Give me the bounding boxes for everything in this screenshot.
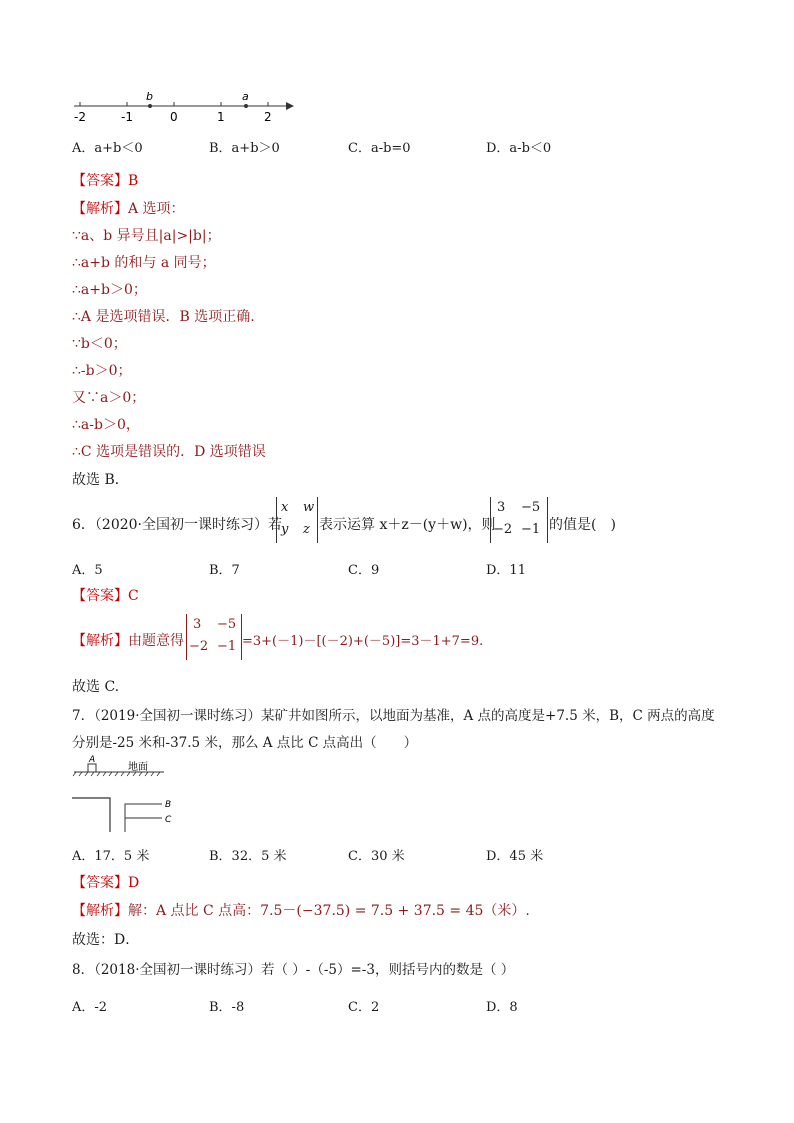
q5-option-a[interactable]: A．a+b＜0 [72, 141, 143, 156]
q6-option-d[interactable]: D．11 [486, 563, 526, 578]
tick-label: 0 [170, 110, 178, 124]
matrix-cell: −2 [189, 639, 209, 654]
analysis-text: 解：A 点比 C 点高：7.5－(−37.5) = 7.5 + 37.5 = 45（米）. [128, 903, 530, 919]
q5-answer [72, 170, 138, 190]
q6-matrix-letters [276, 497, 318, 543]
q8-option-a[interactable]: A．-2 [72, 1000, 108, 1015]
tick-label: -1 [121, 110, 133, 124]
matrix-cell: −2 [493, 522, 513, 537]
q7-conclusion: 故选：D． [72, 932, 140, 948]
q7-option-c[interactable]: C．30 米 [348, 849, 405, 864]
answer-tag: 【答案】 [72, 173, 128, 189]
answer-value: C [128, 588, 139, 604]
q7-option-b[interactable]: B．32．5 米 [209, 849, 287, 864]
point-a-label: a [242, 90, 249, 103]
q7-analysis [72, 900, 530, 920]
q5-conclusion: 故选 B． [72, 472, 129, 488]
q6-analysis-matrix [186, 614, 242, 660]
q6-stem-post: 的值是( ) [549, 517, 616, 533]
q6-stem-mid: 表示运算 x＋z－(y＋w)，则 [319, 517, 496, 533]
analysis-line: ∴a-b＞0， [72, 417, 140, 433]
tick-label: 2 [264, 110, 272, 124]
analysis-line: ∵b＜0； [72, 336, 127, 352]
analysis-tag: 【解析】 [72, 903, 128, 919]
q6-stem-pre: 6．（2020·全国初一课时练习）若 [72, 517, 282, 533]
analysis-line: ∴A 是选项错误．B 选项正确. [72, 309, 255, 325]
q8-stem: 8．（2018·全国初一课时练习）若（ ）-（-5）=-3，则括号内的数是（ ） [72, 962, 515, 978]
analysis-text: 由题意得 [128, 633, 184, 649]
q6-analysis-post: =3+(－1)－[(－2)+(－5)]=3－1+7=9. [242, 634, 484, 649]
q5-option-b[interactable]: B．a+b＞0 [209, 141, 280, 156]
mine-shaft-figure [70, 754, 190, 836]
q7-stem-line2: 分别是-25 米和-37.5 米，那么 A 点比 C 点高出（ ） [72, 735, 418, 751]
q7-option-a[interactable]: A．17．5 米 [72, 849, 150, 864]
q6-option-a[interactable]: A．5 [72, 563, 103, 578]
tick-label: 1 [217, 110, 225, 124]
q7-option-d[interactable]: D．45 米 [486, 849, 544, 864]
analysis-line: A 选项： [128, 201, 185, 217]
q5-option-d[interactable]: D．a-b＜0 [486, 141, 552, 156]
matrix-cell: −1 [217, 639, 237, 654]
matrix-cell: 3 [193, 617, 202, 632]
q8-option-b[interactable]: B．-8 [209, 1000, 245, 1015]
number-line-figure [60, 90, 300, 124]
answer-tag: 【答案】 [72, 875, 128, 891]
point-b-label: b [146, 90, 153, 103]
q7-stem-line1: 7．（2019·全国初一课时练习）某矿井如图所示，以地面为基准，A 点的高度是+7.5 米，B，C 两点的高度 [72, 708, 715, 724]
analysis-line: ∵a、b 异号且|a|>|b|； [72, 228, 221, 244]
q8-option-d[interactable]: D．8 [486, 1000, 518, 1015]
analysis-line: ∴a+b＞0； [72, 282, 147, 298]
matrix-cell: x [281, 500, 289, 515]
analysis-tag: 【解析】 [72, 201, 128, 217]
matrix-cell: z [303, 522, 310, 537]
analysis-line: ∴-b＞0； [72, 363, 132, 379]
q6-analysis-pre [72, 630, 184, 650]
matrix-cell: −1 [521, 522, 541, 537]
analysis-line: ∴C 选项是错误的．D 选项错误 [72, 444, 266, 460]
answer-value: B [128, 173, 139, 189]
matrix-cell: −5 [521, 500, 541, 515]
answer-value: D [128, 875, 140, 891]
q6-conclusion: 故选 C. [72, 679, 120, 695]
analysis-line: 又∵a＞0； [72, 390, 146, 406]
q6-answer [72, 585, 139, 605]
matrix-cell: −5 [217, 617, 237, 632]
analysis-line: ∴a+b 的和与 a 同号； [72, 255, 216, 271]
point-b-label: B [165, 800, 172, 810]
point-c-label: C [165, 815, 172, 825]
point-a-label: A [89, 755, 96, 765]
tick-label: -2 [74, 110, 86, 124]
matrix-cell: 3 [497, 500, 506, 515]
analysis-tag: 【解析】 [72, 633, 128, 649]
q5-analysis-first [72, 198, 185, 218]
q6-matrix-values [490, 497, 548, 543]
answer-tag: 【答案】 [72, 588, 128, 604]
q6-option-b[interactable]: B．7 [209, 563, 240, 578]
matrix-cell: y [281, 522, 289, 537]
q8-option-c[interactable]: C．2 [348, 1000, 380, 1015]
q5-option-c[interactable]: C．a-b=0 [348, 141, 411, 156]
q7-answer [72, 872, 139, 892]
ground-label: 地面 [128, 762, 148, 773]
q6-option-c[interactable]: C．9 [348, 563, 380, 578]
matrix-cell: w [303, 500, 315, 515]
